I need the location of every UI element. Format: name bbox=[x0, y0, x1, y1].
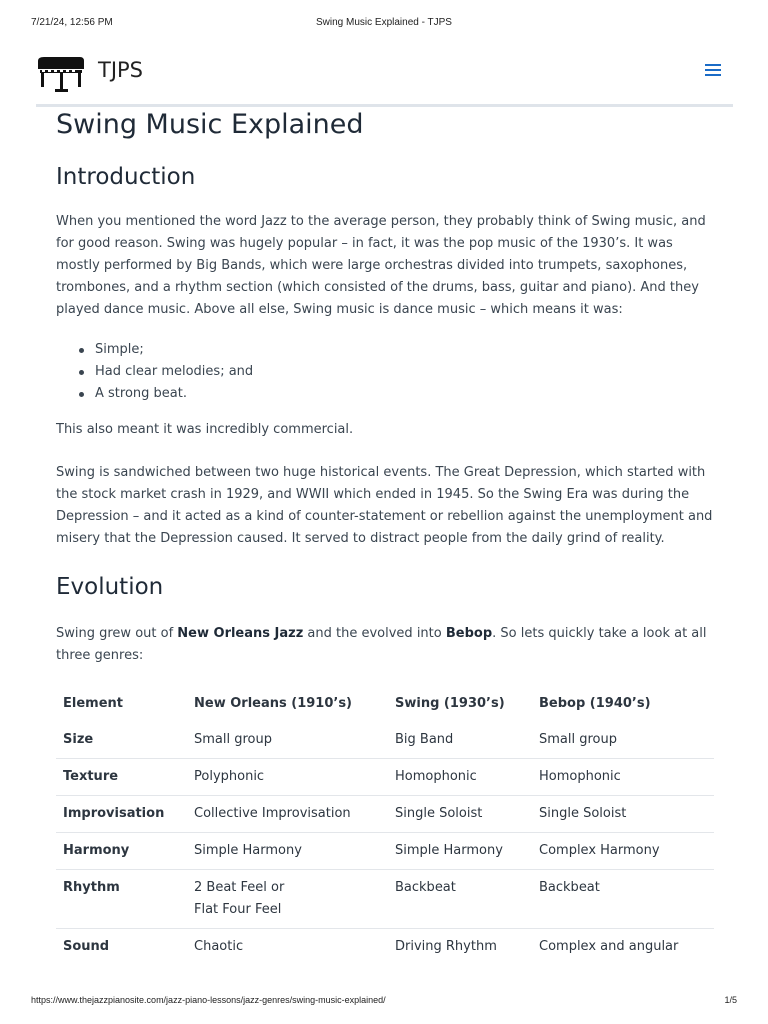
table-cell: Complex Harmony bbox=[539, 843, 660, 858]
genre-comparison-table bbox=[56, 690, 714, 965]
row-header: Harmony bbox=[63, 843, 130, 858]
bebop-term: Bebop bbox=[445, 626, 493, 641]
table-row bbox=[56, 929, 714, 966]
row-header: Texture bbox=[63, 769, 119, 784]
table-row bbox=[56, 796, 714, 833]
column-header: Swing (1930’s) bbox=[395, 696, 505, 711]
evolution-paragraph bbox=[56, 623, 714, 667]
table-cell: Chaotic bbox=[194, 939, 244, 954]
print-header bbox=[31, 17, 737, 31]
table-row bbox=[56, 833, 714, 870]
intro-paragraph: When you mentioned the word Jazz to the average person, they probably think of Swing music, and for good reason. Swing was hugely popular – in fact, it was the pop music of the 1930’s. It was mostly performed by Big Bands, which were large orchestras divided into trumpets, saxophones, trombones, and a rhythm section (which consisted of the drums, bass, guitar and piano). And they played dance music. Above all else, Swing music is dance music – which means it was: bbox=[56, 214, 706, 317]
table-cell: Single Soloist bbox=[395, 806, 483, 821]
list-item: Had clear melodies; and bbox=[95, 361, 714, 383]
table-cell: 2 Beat Feel or Flat Four Feel bbox=[194, 880, 285, 917]
table-cell: Simple Harmony bbox=[194, 843, 302, 858]
site-header bbox=[36, 47, 733, 107]
table-cell: Big Band bbox=[395, 732, 454, 747]
commercial-paragraph: This also meant it was incredibly commercial. bbox=[56, 422, 354, 437]
table-cell: Small group bbox=[539, 732, 617, 747]
table-cell: Collective Improvisation bbox=[194, 806, 351, 821]
page-number: 1/5 bbox=[724, 995, 737, 1005]
table-cell: Polyphonic bbox=[194, 769, 265, 784]
introduction-heading: Introduction bbox=[56, 164, 196, 190]
table-row bbox=[56, 870, 714, 929]
grand-piano-icon[interactable] bbox=[36, 55, 86, 93]
row-header: Improvisation bbox=[63, 806, 165, 821]
list-item: A strong beat. bbox=[95, 383, 714, 405]
new-orleans-jazz-term: New Orleans Jazz bbox=[177, 626, 304, 641]
table-row bbox=[56, 759, 714, 796]
row-header: Sound bbox=[63, 939, 110, 954]
table-header-row bbox=[56, 690, 714, 722]
evolution-text: and the evolved into bbox=[303, 626, 446, 641]
swing-era-paragraph: Swing is sandwiched between two huge historical events. The Great Depression, which started with the stock market crash in 1929, and WWII which ended in 1945. So the Swing Era was during the Depression – and it acted as a kind of counter-statement or rebellion against the unemployment and misery that the Depression caused. It served to distract people from the daily grind of reality. bbox=[56, 465, 713, 546]
table-row bbox=[56, 722, 714, 759]
traits-list bbox=[95, 339, 714, 405]
table-cell: Small group bbox=[194, 732, 272, 747]
column-header: New Orleans (1910’s) bbox=[194, 696, 352, 711]
print-title: Swing Music Explained - TJPS bbox=[316, 17, 452, 28]
column-header: Element bbox=[63, 696, 123, 711]
table-cell: Homophonic bbox=[395, 769, 477, 784]
print-footer bbox=[31, 995, 737, 1009]
row-header: Size bbox=[63, 732, 94, 747]
hamburger-menu-icon[interactable] bbox=[705, 62, 723, 78]
table-cell: Complex and angular bbox=[539, 939, 679, 954]
table-cell: Backbeat bbox=[539, 880, 600, 895]
site-title[interactable]: TJPS bbox=[98, 58, 144, 82]
table-cell: Homophonic bbox=[539, 769, 621, 784]
evolution-text: Swing grew out of bbox=[56, 626, 178, 641]
evolution-text: . So lets quickly take a look at all three genres: bbox=[56, 626, 707, 663]
column-header: Bebop (1940’s) bbox=[539, 696, 651, 711]
table-cell: Driving Rhythm bbox=[395, 939, 497, 954]
page-title: Swing Music Explained bbox=[56, 109, 364, 140]
page-url: https://www.thejazzpianosite.com/jazz-piano-lessons/jazz-genres/swing-music-explained/ bbox=[31, 995, 386, 1005]
row-header: Rhythm bbox=[63, 880, 120, 895]
print-date: 7/21/24, 12:56 PM bbox=[31, 17, 113, 28]
table-cell: Single Soloist bbox=[539, 806, 627, 821]
table-cell: Backbeat bbox=[395, 880, 456, 895]
table-cell: Simple Harmony bbox=[395, 843, 503, 858]
evolution-heading: Evolution bbox=[56, 574, 164, 600]
article bbox=[56, 107, 714, 965]
list-item: Simple; bbox=[95, 339, 714, 361]
